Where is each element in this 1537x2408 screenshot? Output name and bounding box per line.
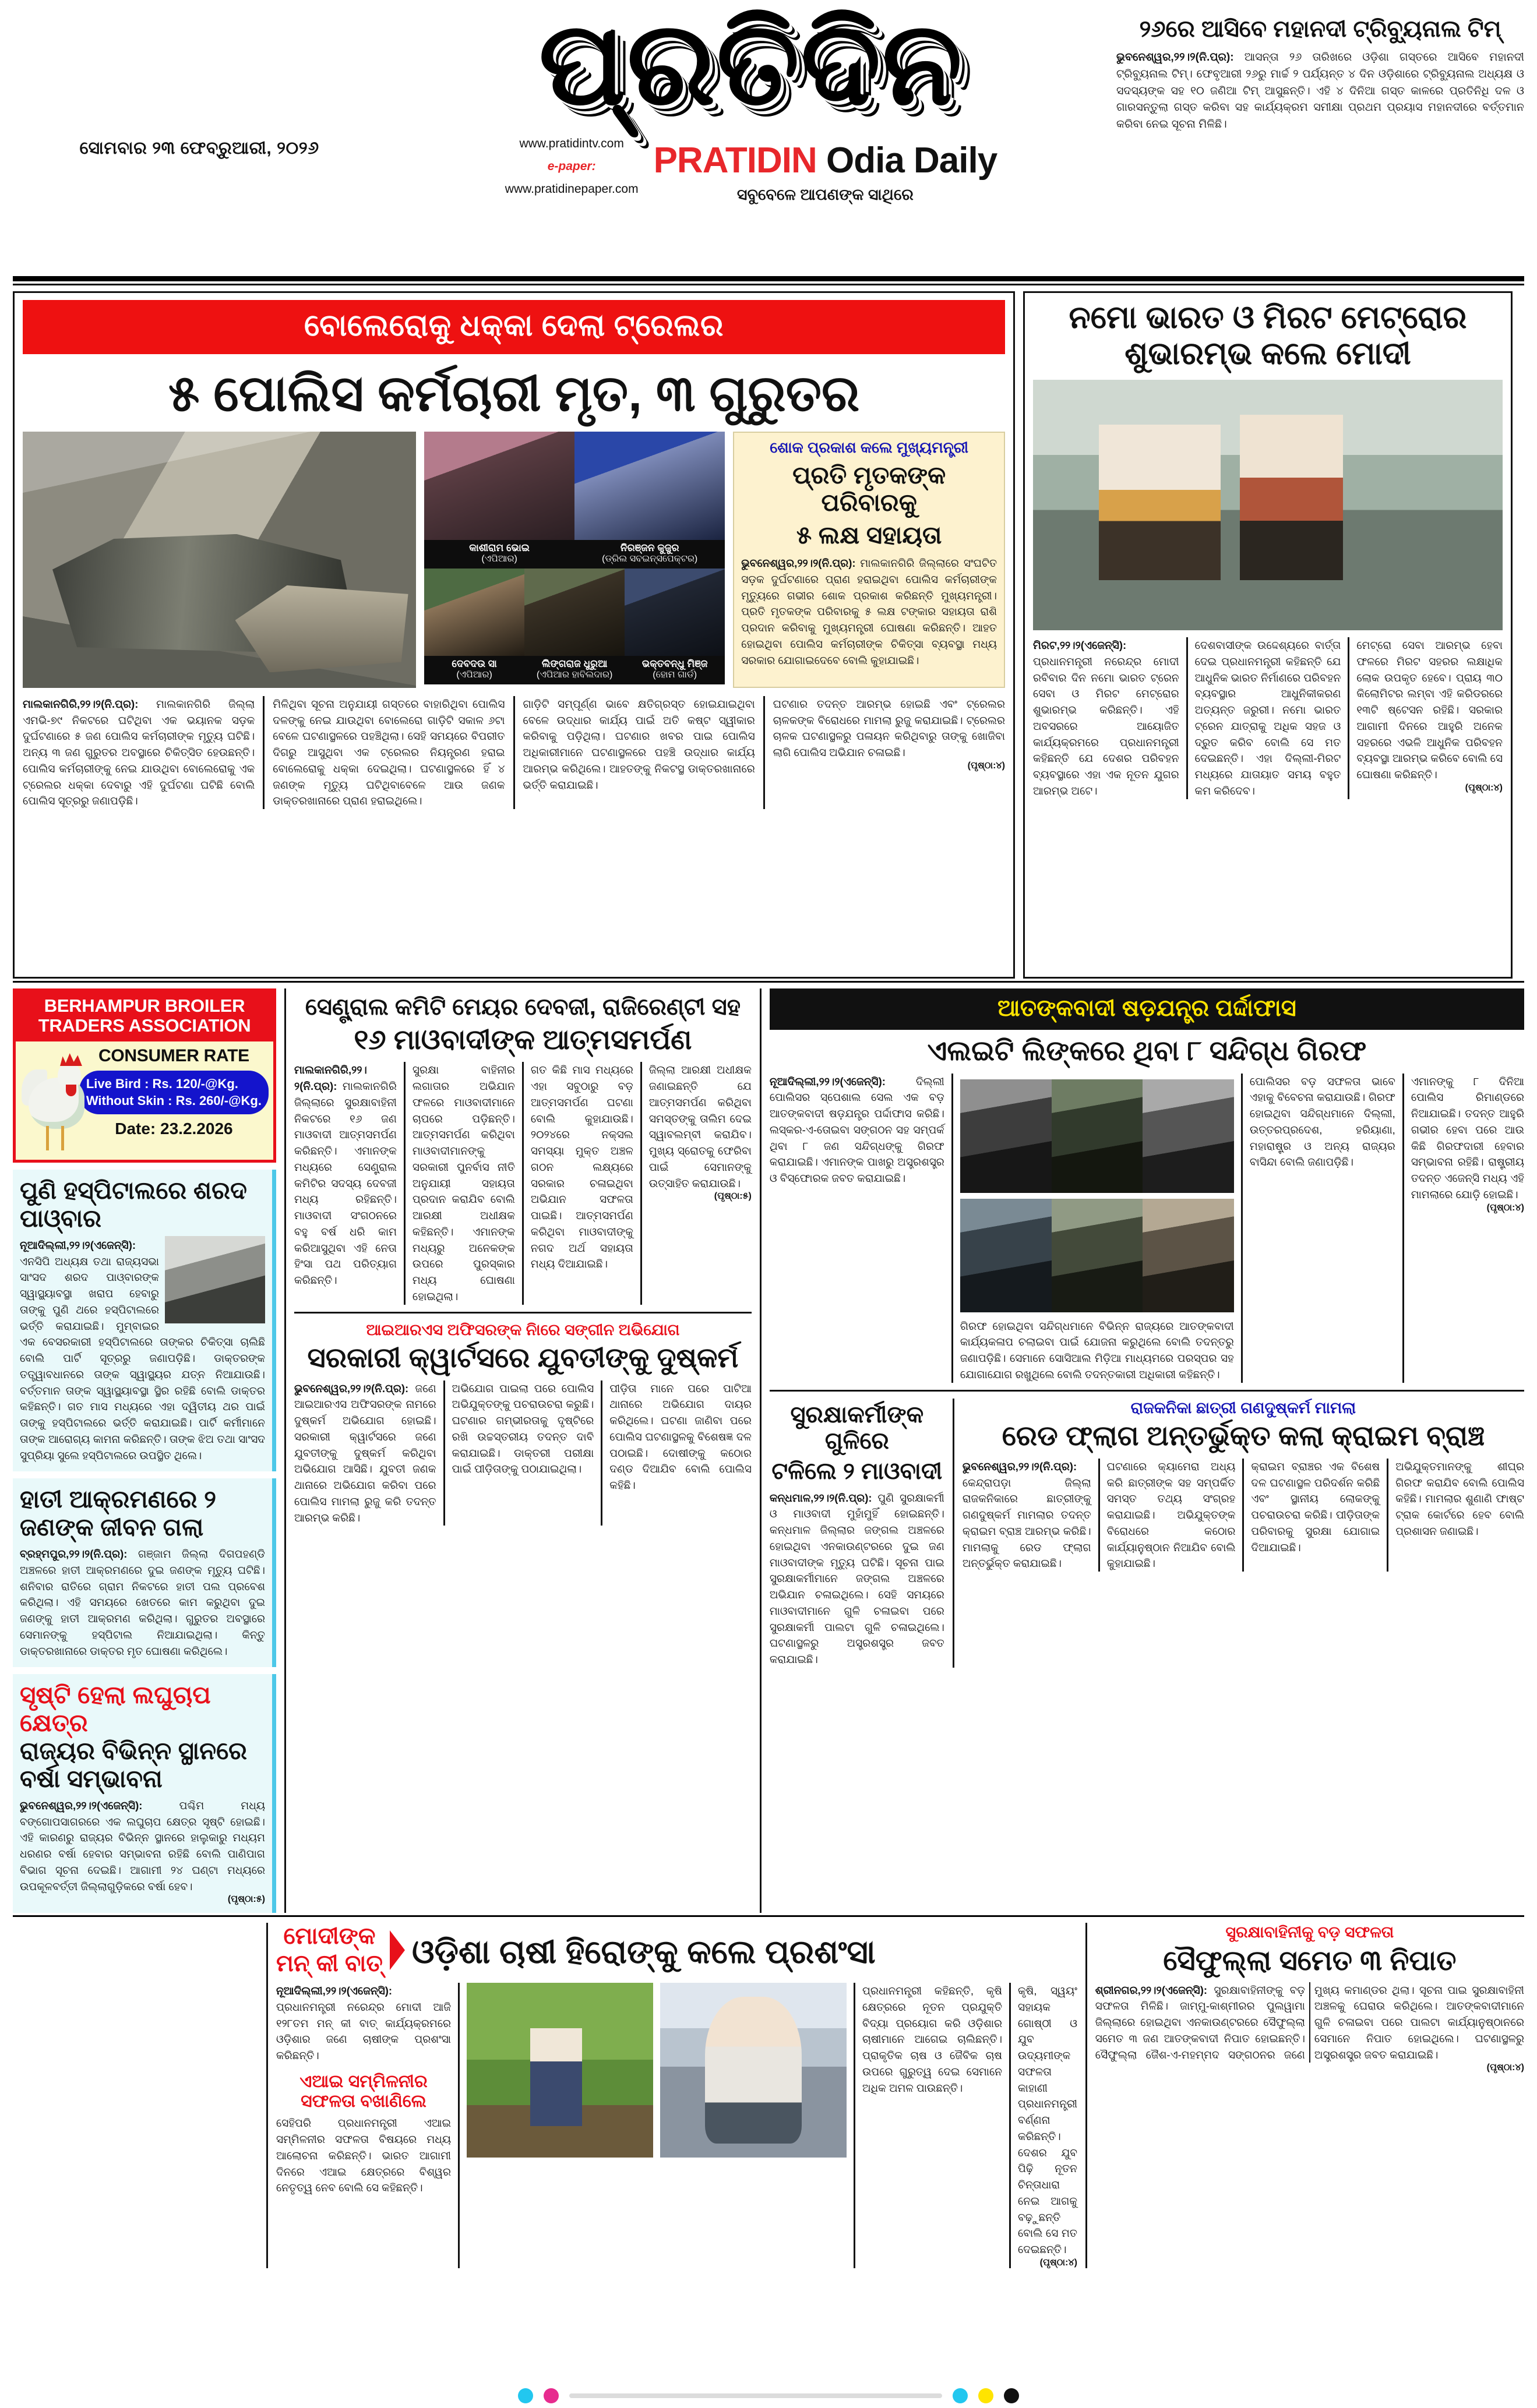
lead-col-4 <box>773 696 1005 809</box>
maoist-col-2-body: ସୁରକ୍ଷା ବାହିନୀର ଲଗାତାର ଅଭିଯାନ ଫଳରେ ମାଓବାଦୀମାନେ ଚାପରେ ପଡ଼ିଛନ୍ତି। ଆତ୍ମସମର୍ପଣ କରିଥିବା ମାଓବାଦୀମାନଙ୍କୁ ସରକାରୀ ପୁନର୍ବାସ ନୀତି ଅନୁଯାୟୀ ସହାୟତା ପ୍ରଦାନ କରାଯିବ ବୋଲି ଆରକ୍ଷୀ ଅଧୀକ୍ଷକ କହିଛନ୍ତି। ଏମାନଙ୍କ ମଧ୍ୟରୁ ଅନେକଙ୍କ ଉପରେ ପୁରସ୍କାର ମଧ୍ୟ ଘୋଷଣା ହୋଇଥିଲା। <box>412 1064 515 1302</box>
saifulla-story <box>1095 1923 1524 2268</box>
terror-col-1 <box>770 1074 944 1383</box>
mid-column <box>294 988 752 1913</box>
rajkanika-dateline: ଭୁବନେଶ୍ୱର,୨୨।୨(ନି.ପ୍ର): <box>962 1460 1077 1473</box>
rooster-icon <box>20 1046 76 1154</box>
column-divider <box>1402 1074 1404 1383</box>
rajkanika-col-4 <box>1395 1459 1524 1572</box>
lead-col-4-body: ଘଟଣାର ତଦନ୍ତ ଆରମ୍ଭ ହୋଇଛି ଏବଂ ଟ୍ରେଲର ଚାଳକଙ୍କ ବିରୋଧରେ ମାମଲା ରୁଜୁ କରାଯାଇଛି। ଟ୍ରେଲର ଚାଳକ ଘଟଣାସ୍ଥଳରୁ ପଳାୟନ କରିଥିବାରୁ ତାଙ୍କୁ ଖୋଜିବା ଲାଗି ପୋଲିସ ଅଭିଯାନ ଚଳାଇଛି। <box>773 697 1005 759</box>
portrait-cell <box>574 432 725 569</box>
maoist-col-4-body: ଜିଲ୍ଲା ଆରକ୍ଷୀ ଅଧୀକ୍ଷକ ଜଣାଇଛନ୍ତି ଯେ ଆତ୍ମସମର୍ପଣ କରିଥିବା ସମସ୍ତଙ୍କୁ ତାଲିମ ଦେଇ ସ୍ୱାବଲମ୍ବୀ କରାଯିବ। ମୁଖ୍ୟ ସ୍ରୋତକୁ ଫେରିବା ପାଇଁ ସେମାନଙ୍କୁ ଉତ୍ସାହିତ କରାଯାଉଛି। <box>648 1064 752 1189</box>
masthead-side-story <box>1116 10 1524 133</box>
irs-col-1-body <box>294 1380 436 1526</box>
terror-col-1-body <box>770 1074 944 1187</box>
modi-headline-row <box>276 1923 1077 1977</box>
portrait-cell <box>424 569 524 684</box>
rajkanika-col-1-text: କେନ୍ଦ୍ରାପଡ଼ା ଜିଲ୍ଲା ରାଜକନିକାରେ ଛାତ୍ରୀଙ୍କୁ ଗଣଦୁଷ୍କର୍ମ ମାମଲାର ତଦନ୍ତ କ୍ରାଇମ ବ୍ରାଞ୍ଚ ଆରମ୍ଭ କରିଛି। ମାମଲାକୁ ରେଡ ଫ୍ଲାଗ ଅନ୍ତର୍ଭୁକ୍ତ କରାଯାଇଛି। <box>962 1476 1091 1570</box>
lead-media-grid <box>23 432 1005 688</box>
lead-headline: ୫ ପୋଲିସ କର୍ମଚାରୀ ମୃତ, ୩ ଗୁରୁତର <box>168 366 860 422</box>
brand-name-red: PRATIDIN <box>653 140 817 181</box>
ad-body <box>16 1041 273 1160</box>
modi-sub-headline: ଏଆଇ ସମ୍ମିଳନୀର ସଫଳତା ବଖାଣିଲେ <box>299 2071 428 2112</box>
maoist-headline-line1: ସେଣ୍ଟ୍ରାଲ କମିଟି ମେୟର ଦେବଜୀ, ରାଜିରେଣ୍ଟୀ ସହ <box>305 994 741 1020</box>
brand-tagline: ସବୁବେଳେ ଆପଣଙ୍କ ସାଥିରେ <box>736 185 914 203</box>
story-divider <box>294 1312 752 1314</box>
cyan-mark-icon <box>953 2388 968 2403</box>
ad-rate-without-skin: Without Skin : Rs. 260/-@Kg. <box>86 1093 262 1108</box>
portrait-name: ନିରଞ୍ଜନ କୁଜୁର <box>620 542 679 553</box>
cm-headline-line2: ୫ ଲକ୍ଷ ସହାୟତା <box>796 521 942 549</box>
suspect-photo <box>1052 1199 1143 1312</box>
portrait-cell <box>625 569 725 684</box>
ad-rate-block <box>79 1046 269 1154</box>
rajkanika-col-1 <box>963 1459 1091 1572</box>
registration-bar <box>569 2393 942 2398</box>
rooster-leg <box>46 1126 49 1150</box>
masthead-rule-thin <box>13 284 1524 285</box>
masthead-left <box>13 10 386 158</box>
suspects-photo-strip <box>960 1079 1234 1193</box>
arrow-right-icon <box>390 1930 405 1970</box>
modi-photo-col <box>467 1983 653 2268</box>
irs-columns <box>294 1380 752 1526</box>
modi-metro-continued[interactable]: (ପୃଷ୍ଠା:୪) <box>1465 782 1503 793</box>
bottom-left-spacer <box>13 1923 258 2268</box>
irs-assault-story <box>294 1320 752 1526</box>
masthead-web-links <box>505 133 639 204</box>
sidebar-story-pawar <box>13 1170 276 1471</box>
maoist-col-1 <box>294 1062 397 1304</box>
website-link[interactable]: www.pratidintv.com <box>519 137 624 150</box>
modi-metro-columns <box>1033 637 1503 799</box>
modi-metro-col-3-body: ମେଟ୍ରୋ ସେବା ଆରମ୍ଭ ହେବା ଫଳରେ ମିରଟ ସହରର ଲକ୍ଷାଧିକ ଲୋକ ଉପକୃତ ହେବେ। ପ୍ରାୟ ୩୦ କିଲୋମିଟର ଲମ୍ବା ଏହି କରିଡରରେ ୧୩ଟି ଷ୍ଟେସନ ରହିଛି। ସରକାର ଆଗାମୀ ଦିନରେ ଆହୁରି ଅନେକ ସହରରେ ଏଭଳି ଆଧୁନିକ ପରିବହନ ବ୍ୟବସ୍ଥା ଆରମ୍ଭ କରିବେ ବୋଲି ସେ ଘୋଷଣା କରିଛନ୍ତି। <box>1356 639 1503 781</box>
rajkanika-col-3 <box>1251 1459 1380 1572</box>
modi-col-1-body <box>276 1983 451 2064</box>
modi-content-row <box>276 1983 1077 2268</box>
irs-col-3-body: ପୀଡ଼ିତା ମାନେ ପରେ ପାଟିଆ ଥାନାରେ ଅଭିଯୋଗ ଦାୟର କରିଥିଲେ। ଘଟଣା ଜାଣିବା ପରେ ପୋଲିସ ଘଟଣାସ୍ଥଳକୁ ବିଶେଷଜ୍ଞ ଦଳ ପଠାଇଛି। ଦୋଷୀଙ୍କୁ କଠୋର ଦଣ୍ଡ ଦିଆଯିବ ବୋଲି ପୋଲିସ କହିଛି। <box>609 1382 752 1492</box>
rajkanika-col-4-body: ଅଭିଯୁକ୍ତମାନଙ୍କୁ ଶୀଘ୍ର ଗିରଫ କରାଯିବ ବୋଲି ପୋଲିସ କହିଛି। ମାମଲାର ଶୁଣାଣି ଫାଷ୍ଟ ଟ୍ରାକ କୋର୍ଟରେ ହେବ ବୋଲି ପ୍ରଶାସନ ଜଣାଇଛି। <box>1395 1460 1525 1537</box>
sidebar-dateline-elephant: ବ୍ରହ୍ମପୁର,୨୨।୨(ନି.ପ୍ର): <box>20 1548 128 1560</box>
lead-col-3 <box>523 696 755 809</box>
portrait-photo <box>524 569 625 656</box>
saifulla-continued[interactable]: (ପୃଷ୍ଠା:୪) <box>1486 2063 1524 2073</box>
ad-rates-pill <box>79 1071 269 1114</box>
suspects-photo-strip-2 <box>960 1199 1234 1312</box>
sidebar-story-elephant <box>13 1478 276 1667</box>
story-divider-vertical <box>953 1399 954 1668</box>
terror-col-2-body: ଗିରଫ ହୋଇଥିବା ସନ୍ଦିଗ୍ଧମାନେ ବିଭିନ୍ନ ରାଜ୍ୟରେ ଆତଙ୍କବାଦୀ କାର୍ଯ୍ୟକଳାପ ଚଲାଇବା ପାଇଁ ଯୋଜନା କରୁଥିଲେ ବୋଲି ତଦନ୍ତରୁ ଜଣାପଡ଼ିଛି। ସେମାନେ ସୋସିଆଲ ମିଡ଼ିଆ ମାଧ୍ୟମରେ ପରସ୍ପର ସହ ଯୋଗାଯୋଗ ରଖୁଥିଲେ ବୋଲି ତଦନ୍ତକାରୀ ଅଧିକାରୀ କହିଛନ୍ତି। <box>960 1319 1234 1380</box>
rooster-leg <box>61 1126 64 1150</box>
ad-consumer-rate-label: CONSUMER RATE <box>98 1046 249 1066</box>
irs-col-1-text: ଜଣେ ଆଇଆରଏସ ଅଫିସରଙ୍କ ନାମରେ ଦୁଷ୍କର୍ମ ଅଭିଯୋଗ ହୋଇଛି। ସରକାରୀ କ୍ୱାର୍ଟସରେ ଜଣେ ଯୁବତୀଙ୍କୁ ଦୁଷ୍କର୍ମ କରିଥିବା ଅଭିଯୋଗ ଆସିଛି। ଯୁବତୀ ଜଣକ ଥାନାରେ ଅଭିଯୋଗ କରିବା ପରେ ପୋଲିସ ମାମଲା ରୁଜୁ କରି ତଦନ୍ତ ଆରମ୍ଭ କରିଛି। <box>294 1382 436 1524</box>
maoist-columns <box>294 1062 752 1304</box>
lead-story <box>13 291 1015 979</box>
black-mark-icon <box>1004 2388 1019 2403</box>
terror-dateline: ନୂଆଦିଲ୍ଲୀ,୨୨।୨(ଏଜେନ୍ସି): <box>769 1075 886 1088</box>
maoist-col-4 <box>649 1062 752 1304</box>
ad-rate-live-bird: Live Bird : Rs. 120/-@Kg. <box>86 1076 238 1092</box>
column-divider <box>1387 1459 1388 1572</box>
saifulla-text: ସୁରକ୍ଷାବାହିନୀଙ୍କୁ ବଡ଼ ସଫଳତା ମିଳିଛି। ଜାମ୍ମୁ-କାଶ୍ମୀରର ପୁଲୱାମା ଜିଲ୍ଲାରେ ହୋଇଥିବା ଏନକାଉଣ୍ଟରରେ ସୈଫୁଲ୍ଲା ସମେତ ୩ ଜଣ ଆତଙ୍କବାଦୀ ନିପାତ ହୋଇଛନ୍ତି। ସୈଫୁଲ୍ଲା ଜୈଶ-ଏ-ମହମ୍ମଦ ସଙ୍ଗଠନର ଜଣେ ମୁଖ୍ୟ କମାଣ୍ଡର ଥିଲା। ସୂଚନା ପାଇ ସୁରକ୍ଷାବାହିନୀ ଅଞ୍ଚଳକୁ ଘେରାଉ କରିଥିଲେ। ଆତଙ୍କବାଦୀମାନେ ଗୁଳି ଚଳାଇବା ପରେ ପାଲଟା କାର୍ଯ୍ୟାନୁଷ୍ଠାନରେ ସେମାନେ ନିପାତ ହୋଇଥିଲେ। ଘଟଣାସ୍ଥଳରୁ ଅସ୍ତ୍ରଶସ୍ତ୍ର ଜବତ କରାଯାଇଛି। <box>1095 1983 1524 2061</box>
rajkanika-columns <box>963 1459 1524 1572</box>
irs-dateline: ଭୁବନେଶ୍ୱର,୨୨।୨(ନି.ପ୍ର): <box>294 1382 409 1394</box>
modi-mann-ki-baat-story <box>276 1923 1077 2268</box>
portrait-name: ଦେବଦଉ ସା <box>452 658 497 669</box>
rajkanika-col-2-body: ଘଟଣାରେ କ୍ୟାମେରା ଅଧ୍ୟ କରି ଛାତ୍ରୀଙ୍କ ସହ ସମ୍ପର୍କିତ ସମସ୍ତ ତଥ୍ୟ ସଂଗ୍ରହ କରାଯାଇଛି। ଅଭିଯୁକ୍ତଙ୍କ ବିରୋଧରେ କଠୋର କାର୍ଯ୍ୟାନୁଷ୍ଠାନ ନିଆଯିବ ବୋଲି କୁହାଯାଇଛି। <box>1106 1460 1236 1570</box>
pawar-portrait <box>165 1236 265 1323</box>
right-lower-row <box>770 1399 1524 1668</box>
terror-col-1-text: ଦିଲ୍ଲୀ ପୋଲିସର ସ୍ପେଶାଲ ସେଲ ଏକ ବଡ଼ ଆତଙ୍କବାଦୀ ଷଡ଼ଯନ୍ତ୍ର ପର୍ଦ୍ଦାଫାସ କରିଛି। ଲସ୍କର-ଏ-ତୋଇବା ସଙ୍ଗଠନ ସହ ସମ୍ପର୍କ ଥିବା ୮ ଜଣ ସନ୍ଦିଗ୍ଧଙ୍କୁ ଗିରଫ କରାଯାଇଛି। ଏମାନଙ୍କ ପାଖରୁ ଅସ୍ତ୍ରଶସ୍ତ୍ର ଓ ବିସ୍ଫୋରକ ଜବତ କରାଯାଇଛି। <box>769 1075 944 1185</box>
victim-portraits <box>424 432 725 688</box>
modi-metro-col-1-body <box>1033 637 1179 799</box>
saifulla-body <box>1095 1982 1524 2063</box>
irs-col-3 <box>609 1380 752 1526</box>
column-divider <box>854 1983 855 2268</box>
modi-col-1 <box>276 1983 451 2268</box>
portrait-photo <box>424 569 524 656</box>
zone-divider <box>1085 1923 1087 2268</box>
maoist-killed-body <box>770 1490 944 1668</box>
maoist-col-3-body: ଗତ କିଛି ମାସ ମଧ୍ୟରେ ଏହା ସବୁଠାରୁ ବଡ଼ ଆତ୍ମସମର୍ପଣ ଘଟଣା ବୋଲି କୁହାଯାଉଛି। ୨୦୨୪ରେ ନକ୍ସଲ ସମସ୍ୟା ମୁକ୍ତ ଅଞ୍ଚଳ ଗଠନ ଲକ୍ଷ୍ୟରେ ସରକାର ଚଳାଇଥିବା ଅଭିଯାନ ସଫଳତା ପାଇଛି। ଆତ୍ମସମର୍ପଣ କରିଥିବା ମାଓବାଦୀଙ୍କୁ ନଗଦ ଅର୍ଥ ସହାୟତା ମଧ୍ୟ ଦିଆଯାଇଛି। <box>530 1064 633 1270</box>
modi-headline: ଓଡ଼ିଶା ଚାଷୀ ହିରୋଙ୍କୁ କଲେ ପ୍ରଶଂସା <box>411 1933 876 1970</box>
portrait-name: ଲିଙ୍ଗରାଜ ଧୁରୁଆ <box>541 658 608 669</box>
sidebar-story-weather <box>13 1674 276 1913</box>
portrait-row-bottom <box>424 569 725 684</box>
rajkanika-col-1-body <box>963 1459 1091 1572</box>
wreck-photo-wrap <box>23 432 416 688</box>
column-divider <box>601 1380 602 1526</box>
sidebar-headline-weather: ରାଜ୍ୟର ବିଭିନ୍ନ ସ୍ଥାନରେ ବର୍ଷା ସମ୍ଭାବନା <box>20 1737 247 1793</box>
sidebar-dateline-weather: ଭୁବନେଶ୍ୱର,୨୨।୨(ଏଜେନ୍ସି): <box>20 1799 143 1812</box>
publication-date: ସୋମବାର ୨୩ ଫେବ୍ରୁଆରୀ, ୨୦୨୬ <box>79 139 319 158</box>
maoist-continued[interactable]: (ପୃଷ୍ଠା:୫) <box>714 1191 752 1202</box>
masthead <box>13 0 1524 274</box>
terror-media-col <box>960 1074 1234 1383</box>
modi-col-3-body: କୃଷି, ସ୍ୱୟଂ ସହାୟକ ଗୋଷ୍ଠୀ ଓ ଯୁବ ଉଦ୍ୟମୀଙ୍କ ସଫଳତା କାହାଣୀ ପ୍ରଧାନମନ୍ତ୍ରୀ ବର୍ଣ୍ଣନା କରିଛନ୍ତି। ଦେଶର ଯୁବ ପିଢ଼ି ନୂତନ ଚିନ୍ତାଧାରା ନେଇ ଆଗକୁ ବଢ଼ୁଛନ୍ତି ବୋଲି ସେ ମତ ଦେଇଛନ୍ତି। <box>1018 1985 1078 2256</box>
maoist-killed-story <box>770 1399 944 1668</box>
portrait-photo <box>424 432 574 540</box>
broiler-ad[interactable] <box>13 988 276 1163</box>
column-divider <box>1098 1459 1100 1572</box>
suspect-photo <box>960 1199 1052 1312</box>
maoist-col-1-body <box>294 1062 397 1288</box>
rajkanika-kicker: ରାଜକନିକା ଛାତ୍ରୀ ଗଣଦୁଷ୍କର୍ମ ମାମଲା <box>1130 1399 1356 1417</box>
modi-metro-col-3 <box>1356 637 1503 799</box>
column-divider <box>951 1074 953 1383</box>
column-divider <box>1186 637 1188 799</box>
cm-body <box>741 555 997 668</box>
irs-col-1 <box>294 1380 436 1526</box>
ad-title-line1: BERHAMPUR BROILER <box>44 995 245 1016</box>
portrait-name: କାଶୀରାମ ଭୋଇ <box>469 542 530 553</box>
terror-col-3 <box>1250 1074 1395 1383</box>
lead-red-banner: ବୋଲେରୋକୁ ଧକ୍କା ଦେଲା ଟ୍ରେଲର <box>23 300 1005 354</box>
lead-col-3-body: ଗାଡ଼ିଟି ସମ୍ପୂର୍ଣ୍ଣ ଭାବେ କ୍ଷତିଗ୍ରସ୍ତ ହୋଇଯାଇଥିବା ବେଳେ ଉଦ୍ଧାର କାର୍ଯ୍ୟ ପାଇଁ ଅତି କଷ୍ଟ ସ୍ୱୀକାର କରିବାକୁ ପଡ଼ିଥିଲା। ଘଟଣାର ଖବର ପାଇ ପୋଲିସ ଅଧିକାରୀମାନେ ଘଟଣାସ୍ଥଳରେ ପହଞ୍ଚି ଉଦ୍ଧାର କାର୍ଯ୍ୟ ଆରମ୍ଭ କରିଥିଲେ। ଆହତଙ୍କୁ ନିକଟସ୍ଥ ଡାକ୍ତରଖାନାରେ ଭର୍ତ୍ତି କରାଯାଇଛି। <box>523 697 755 791</box>
column-divider <box>263 696 265 809</box>
portrait-role: (ଏପିଆର) <box>481 553 517 564</box>
terror-col-4-body: ଏମାନଙ୍କୁ ୮ ଦିନିଆ ପୋଲିସ ରିମାଣ୍ଡରେ ନିଆଯାଇଛି। ତଦନ୍ତ ଆହୁରି ଗଭୀର ହେବା ପରେ ଆଉ କିଛି ଗିରଫଦାରୀ ହେବାର ସମ୍ଭାବନା ରହିଛି। ରାଷ୍ଟ୍ରୀୟ ତଦନ୍ତ ଏଜେନ୍ସି ମଧ୍ୟ ଏହି ମାମଲାରେ ଯୋଡ଼ି ହୋଇଛି। <box>1411 1075 1524 1201</box>
maoist-killed-headline-2: ଟଳିଲେ ୨ ମାଓବାଦୀ <box>771 1458 943 1484</box>
modi-col-3 <box>1018 1983 1077 2268</box>
section-rule <box>13 981 1524 983</box>
side-story-headline: ୨୬ରେ ଆସିବେ ମହାନଦୀ ଟ୍ରିବ୍ୟୁନାଲ ଟିମ୍ <box>1139 16 1501 42</box>
modi-tag <box>276 1923 383 1977</box>
lead-col-1 <box>23 696 255 809</box>
suspect-photo <box>1143 1199 1234 1312</box>
top-zone <box>13 291 1524 979</box>
maoist-killed-headline-1: ସୁରକ୍ଷାକର୍ମୀଙ୍କ ଗୁଳିରେ <box>790 1401 924 1454</box>
terror-col-3-body: ପୋଲିସର ବଡ଼ ସଫଳତା ଭାବେ ଏହାକୁ ବିବେଚନା କରାଯାଉଛି। ଗିରଫ ହୋଇଥିବା ସନ୍ଦିଗ୍ଧମାନେ ଦିଲ୍ଲୀ, ଉତ୍ତରପ୍ରଦେଶ, ହରିୟାଣା, ମହାରାଷ୍ଟ୍ର ଓ ଅନ୍ୟ ରାଜ୍ୟର ବାସିନ୍ଦା ବୋଲି ଜଣାପଡ଼ିଛି। <box>1249 1075 1395 1168</box>
terror-col-4 <box>1411 1074 1524 1383</box>
maoist-killed-text: ପୁଣି ସୁରକ୍ଷାକର୍ମୀ ଓ ମାଓବାଦୀ ମୁହାଁମୁହିଁ ହୋଇଛନ୍ତି। କନ୍ଧମାଳ ଜିଲ୍ଲାର ଜଙ୍ଗଲ ଅଞ୍ଚଳରେ ହୋଇଥିବା ଏନକାଉଣ୍ଟରରେ ଦୁଇ ଜଣ ମାଓବାଦୀଙ୍କ ମୃତ୍ୟୁ ଘଟିଛି। ସୂଚନା ପାଇ ସୁରକ୍ଷାକର୍ମୀମାନେ ଜଙ୍ଗଲ ଅଞ୍ଚଳରେ ଅଭିଯାନ ଚଳାଇଥିଲେ। ସେହି ସମୟରେ ମାଓବାଦୀମାନେ ଗୁଳି ଚଳାଇବା ପରେ ସୁରକ୍ଷାକର୍ମୀ ପାଲଟା ଗୁଳି ଚଳାଇଥିଲେ। ଘଟଣାସ୍ଥଳରୁ ଅସ୍ତ୍ରଶସ୍ତ୍ର ଜବତ କରାଯାଇଛି। <box>769 1491 944 1665</box>
modi-metro-story <box>1023 291 1513 979</box>
column-divider <box>1009 1983 1011 2268</box>
maoist-col-2 <box>413 1062 515 1304</box>
column-divider <box>1242 1459 1244 1572</box>
portrait-name: ଭକ୍ତବନ୍ଧୁ ମିଞ୍ଜ <box>641 658 708 669</box>
sidebar-text-weather: ପଶ୍ଚିମ ମଧ୍ୟ ବଙ୍ଗୋପସାଗରରେ ଏକ ଲଘୁଚାପ କ୍ଷେତ୍ର ସୃଷ୍ଟି ହୋଇଛି। ଏହି କାରଣରୁ ରାଜ୍ୟର ବିଭିନ୍ନ ସ୍ଥାନରେ ହାଲୁକାରୁ ମଧ୍ୟମ ଧରଣର ବର୍ଷା ହେବାର ସମ୍ଭାବନା ରହିଛି ବୋଲି ପାଣିପାଗ ବିଭାଗ ସୂଚନା ଦେଇଛି। ଆଗାମୀ ୨୪ ଘଣ୍ଟା ମଧ୍ୟରେ ଉପକୂଳବର୍ତ୍ତୀ ଜିଲ୍ଲାଗୁଡ଼ିକରେ ବର୍ଷା ହେବ। <box>20 1799 265 1892</box>
epaper-label: e-paper: <box>547 159 596 173</box>
maoist-surrender-story <box>294 994 752 1305</box>
column-divider <box>443 1380 445 1526</box>
bottom-section-rule <box>13 1915 1524 1917</box>
ad-title-line2: TRADERS ASSOCIATION <box>38 1015 251 1036</box>
story-divider <box>770 1390 1524 1392</box>
column-divider <box>522 1062 524 1304</box>
sidebar-body-elephant <box>20 1546 265 1659</box>
irs-headline: ସରକାରୀ କ୍ୱାର୍ଟସରେ ଯୁବତୀଙ୍କୁ ଦୁଷ୍କର୍ମ <box>307 1342 739 1374</box>
modi-metro-headline: ନମୋ ଭାରତ ଓ ମିରଟ ମେଟ୍ରୋର ଶୁଭାରମ୍ଭ କଲେ ମୋଦୀ <box>1069 300 1467 371</box>
modi-metro-col-1-text: ପ୍ରଧାନମନ୍ତ୍ରୀ ନରେନ୍ଦ୍ର ମୋଦୀ ରବିବାର ଦିନ ନମୋ ଭାରତ ଟ୍ରେନ ସେବା ଓ ମିରଟ ମେଟ୍ରୋର ଶୁଭାରମ୍ଭ କରିଛନ୍ତି। ଏହି ଅବସରରେ ଆୟୋଜିତ କାର୍ଯ୍ୟକ୍ରମରେ ପ୍ରଧାନମନ୍ତ୍ରୀ କହିଛନ୍ତି ଯେ ଦେଶର ପରିବହନ ବ୍ୟବସ୍ଥାରେ ଏହା ଏକ ନୂତନ ଯୁଗର ଆରମ୍ଭ ଅଟେ। <box>1033 655 1179 797</box>
lead-text-columns <box>23 696 1005 809</box>
masthead-subrow <box>386 133 1116 204</box>
masthead-rule-thick <box>13 276 1524 281</box>
magenta-mark-icon <box>544 2388 559 2403</box>
terror-banner: ଆତଙ୍କବାଦୀ ଷଡ଼ଯନ୍ତ୍ର ପର୍ଦ୍ଦାଫାସ <box>770 988 1524 1030</box>
masthead-brand <box>654 140 997 204</box>
terror-content-row <box>770 1074 1524 1383</box>
portrait-role: (ଏପିଆର ହାବିଲଦାର) <box>536 669 613 680</box>
rajkanika-col-2 <box>1107 1459 1236 1572</box>
modi-metro-photo <box>1033 380 1503 630</box>
column-divider <box>640 1062 642 1304</box>
sidebar-headline-elephant: ହାତୀ ଆକ୍ରମଣରେ ୨ ଜଣଙ୍କ ଜୀବନ ଗଲା <box>20 1485 216 1541</box>
modi-sub-body: ସେହିପରି ପ୍ରଧାନମନ୍ତ୍ରୀ ଏଆଇ ସମ୍ମିଳନୀର ସଫଳତା ବିଷୟରେ ମଧ୍ୟ ଆଲୋଚନା କରିଛନ୍ତି। ଭାରତ ଆଗାମୀ ଦିନରେ ଏଆଇ କ୍ଷେତ୍ରରେ ବିଶ୍ୱର ନେତୃତ୍ୱ ନେବ ବୋଲି ସେ କହିଛନ୍ତି। <box>276 2117 452 2194</box>
rajkanika-col-3-body: କ୍ରାଇମ ବ୍ରାଞ୍ଚର ଏକ ବିଶେଷ ଦଳ ଘଟଣାସ୍ଥଳ ପରିଦର୍ଶନ କରିଛି ଏବଂ ସ୍ଥାନୀୟ ଲୋକଙ୍କୁ ପଚରାଉଚରା କରିଛି। ପୀଡ଼ିତାଙ୍କ ପରିବାରକୁ ସୁରକ୍ଷା ଯୋଗାଇ ଦିଆଯାଇଛି। <box>1251 1460 1380 1553</box>
column-divider <box>513 696 515 809</box>
maoist-dateline: ମାଲକାନଗିରି,୨୨।୨(ନି.ପ୍ର): <box>294 1064 367 1093</box>
sidebar-headline-weather-red: ସୃଷ୍ଟି ହେଲା ଲଘୁଚାପ କ୍ଷେତ୍ର <box>20 1681 211 1737</box>
portrait-row-top <box>424 432 725 569</box>
irs-kicker: ଆଇଆରଏସ ଅଫିସରଙ୍କ ନାିରେ ସଙ୍ଗୀନ ଅଭିଯୋଗ <box>366 1320 680 1339</box>
ad-date: Date: 23.2.2026 <box>115 1120 233 1138</box>
maoist-headline-line2: ୧୬ ମାଓବାଦୀଙ୍କ ଆତ୍ମସମର୍ପଣ <box>354 1024 692 1055</box>
lead-dateline: ମାଲକାନଗିରି,୨୨।୨(ନି.ପ୍ର): <box>23 697 139 710</box>
terror-headline: ଏଲଇଟି ଲିଙ୍କରେ ଥିବା ୮ ସନ୍ଦିଗ୍ଧ ଗିରଫ <box>927 1036 1367 1067</box>
wreck-photo <box>23 432 416 688</box>
farmer-photo <box>467 1983 653 2158</box>
brand-name-black: Odia Daily <box>816 140 997 181</box>
saifulla-headline: ସୈଫୁଲ୍ଲା ସମେତ ୩ ନିପାତ <box>1163 1945 1457 1976</box>
maoist-killed-dateline: କନ୍ଧମାଳ,୨୨।୨(ନି.ପ୍ର): <box>769 1491 872 1504</box>
column-divider <box>1241 1074 1243 1383</box>
modi-metro-col-2 <box>1195 637 1341 799</box>
portrait-cell <box>524 569 625 684</box>
side-story-text: ଆସନ୍ତା ୨୬ ତାରିଖରେ ଓଡ଼ିଶା ଗସ୍ତରେ ଆସିବେ ମହାନଦୀ ଟ୍ରିବ୍ୟୁନାଲ ଟିମ୍। ଫେବୃଆରୀ ୨୬ରୁ ମାର୍ଚ୍ଚ ୨ ପର୍ଯ୍ୟନ୍ତ ୪ ଦିନ ଓଡ଼ିଶାରେ ଟ୍ରିବ୍ୟୁନାଲ ଅଧ୍ୟକ୍ଷ ଓ ସଦସ୍ୟଙ୍କ ସହ ୧୦ ଜଣିଆ ଟିମ୍ ଆସୁଛନ୍ତି। ଏହି ୪ ଦିନିଆ ଗସ୍ତ କାଳରେ ପ୍ରତିନିଧି ଦଳ ଓ ଗାରସନ୍ତୁଲା ଗସ୍ତ କରିବା ସହ କାର୍ଯ୍ୟକ୍ରମ ସମୀକ୍ଷା ପ୍ରଥମ ପ୍ରୟାସ ମହାନଦୀରେ ବର୍ତ୍ତମାନ କରିବା ନେଇ ସୂଚନା ମିଳିଛି। <box>1116 51 1525 131</box>
irs-col-2-body: ଅଭିଯୋଗ ପାଇଲା ପରେ ପୋଲିସ ଅଭିଯୁକ୍ତଙ୍କୁ ପଚରାଉଚରା କରୁଛି। ଘଟଣାର ଗମ୍ଭୀରତାକୁ ଦୃଷ୍ଟିରେ ରଖି ଉଚ୍ଚସ୍ତରୀୟ ତଦନ୍ତ ଦାବି କରାଯାଇଛି। ଡାକ୍ତରୀ ପରୀକ୍ଷା ପାଇଁ ପୀଡ଼ିତାଙ୍କୁ ପଠାଯାଇଥିଲା। <box>452 1382 594 1475</box>
yellow-mark-icon <box>978 2388 993 2403</box>
footer-registration-marks <box>0 2388 1537 2403</box>
cm-dateline: ଭୁବନେଶ୍ୱର,୨୨।୨(ନି.ପ୍ର): <box>741 557 856 570</box>
portrait-photo <box>574 432 725 540</box>
zone-divider <box>266 1923 268 2268</box>
sidebar-text-pawar: ଏନସିପି ଅଧ୍ୟକ୍ଷ ତଥା ରାଜ୍ୟସଭା ସାଂସଦ ଶରଦ ପାଓ୍ବାରଙ୍କ ସ୍ୱାସ୍ଥ୍ୟାବସ୍ଥା ଖରାପ ହେବାରୁ ତାଙ୍କୁ ପୁଣି ଥରେ ହସ୍ପିଟାଲରେ ଭର୍ତ୍ତି କରାଯାଇଛି। ମୁମ୍ବାଇର ଏକ ବେସରକାରୀ ହସ୍ପିଟାଲରେ ତାଙ୍କର ଚିକିତ୍ସା ଚାଲିଛି ବୋଲି ପାର୍ଟି ସୂତ୍ରରୁ ଜଣାପଡ଼ିଛି। ଡାକ୍ତରଙ୍କ ତତ୍ତ୍ୱାବଧାନରେ ତାଙ୍କ ସ୍ୱାସ୍ଥ୍ୟର ଯତ୍ନ ନିଆଯାଉଛି। ବର୍ତ୍ତମାନ ତାଙ୍କ ସ୍ୱାସ୍ଥ୍ୟାବସ୍ଥା ସ୍ଥିର ରହିଛି ବୋଲି ଡାକ୍ତର କହିଛନ୍ତି। ଗତ ମାସ ମଧ୍ୟରେ ଏହା ଦ୍ୱିତୀୟ ଥର ପାଇଁ ତାଙ୍କୁ ହସ୍ପିଟାଲରେ ଭର୍ତ୍ତି କରାଯାଇଛି। ପାର୍ଟି କର୍ମୀମାନେ ତାଙ୍କ ଆରୋଗ୍ୟ କାମନା କରିଛନ୍ତି। ତାଙ୍କ ଝିଅ ତଥା ସାଂସଦ ସୁପ୍ରିୟା ସୁଲେ ହସ୍ପିଟାଲରେ ଉପସ୍ଥିତ ଥିଲେ। <box>20 1255 265 1461</box>
irs-col-2 <box>452 1380 594 1526</box>
lead-col-2-body: ମିଳିଥିବା ସୂଚନା ଅନୁଯାୟୀ ଗସ୍ତରେ ବାହାରିଥିବା ପୋଲିସ ଦଳଙ୍କୁ ନେଇ ଯାଉଥିବା ବୋଲେରୋ ଗାଡ଼ିଟି ସକାଳ ୬ଟା ବେଳେ ଘଟଣାସ୍ଥଳରେ ପହଞ୍ଚିଥିଲା। ସେହି ସମୟରେ ବିପରୀତ ଦିଗରୁ ଆସୁଥିବା ଏକ ଟ୍ରେଲର ନିୟନ୍ତ୍ରଣ ହରାଇ ବୋଲେରୋକୁ ଧକ୍କା ଦେଇଥିଲା। ଘଟଣାସ୍ଥଳରେ ହିଁ ୪ ଜଣଙ୍କ ମୃତ୍ୟୁ ଘଟିଥିବାବେଳେ ଆଉ ଜଣକ ଡାକ୍ତରଖାନାରେ ପ୍ରାଣ ହରାଇଥିଲେ। <box>273 697 505 807</box>
modi-portrait-col <box>660 1983 847 2268</box>
suspect-photo <box>1052 1079 1143 1193</box>
terror-continued[interactable]: (ପୃଷ୍ଠା:୪) <box>1486 1202 1524 1213</box>
modi-col-1-text: ପ୍ରଧାନମନ୍ତ୍ରୀ ନରେନ୍ଦ୍ର ମୋଦୀ ଆଜି ୧୨୮ତମ ମନ୍ କୀ ବାତ୍ କାର୍ଯ୍ୟକ୍ରମରେ ଓଡ଼ିଶାର ଜଣେ ଚାଷୀଙ୍କ ପ୍ରଶଂସା କରିଛନ୍ତି। <box>276 2000 452 2062</box>
maoist-col-1-text: ମାଲକାନଗିରି ଜିଲ୍ଲାରେ ସୁରକ୍ଷାବାହିନୀ ନିକଟରେ ୧୬ ଜଣ ମାଓବାଦୀ ଆତ୍ମସମର୍ପଣ କରିଛନ୍ତି। ଏମାନଙ୍କ ମଧ୍ୟରେ ସେଣ୍ଟ୍ରାଲ କମିଟିର ସଦସ୍ୟ ଦେବଜୀ ମଧ୍ୟ ରହିଛନ୍ତି। ମାଓବାଦୀ ସଂଗଠନରେ ବହୁ ବର୍ଷ ଧରି କାମ କରିଆସୁଥିବା ଏହି ନେତା ହିଂସା ପଥ ପରିତ୍ୟାଗ କରିଛନ୍ତି। <box>294 1080 397 1287</box>
zone-divider <box>284 988 286 1913</box>
cm-kicker: ଶୋକ ପ୍ରକାଶ କଲେ ମୁଖ୍ୟମନ୍ତ୍ରୀ <box>770 438 968 456</box>
portrait-role: (ଏପିଆର) <box>456 669 492 680</box>
modi-tag-line2: ମନ୍ କୀ ବାତ୍ <box>276 1950 383 1976</box>
modi-dateline: ନୂଆଦିଲ୍ଲୀ,୨୨।୨(ଏଜେନ୍ସି): <box>276 1985 393 1997</box>
brand-name <box>654 140 997 181</box>
modi-metro-dateline: ମିରଟ,୨୨।୨(ଏଜେନ୍ସି): <box>1033 639 1127 652</box>
modi-continued[interactable]: (ପୃଷ୍ଠା:୪) <box>1039 2257 1077 2268</box>
sidebar-body-weather <box>20 1798 265 1895</box>
middle-zone <box>13 988 1524 1913</box>
column-divider <box>1348 637 1349 799</box>
sidebar-weather-continued[interactable]: (ପୃଷ୍ଠା:୫) <box>227 1894 265 1905</box>
lead-col-1-body <box>23 696 255 809</box>
sidebar-dateline-pawar: ନୂଆଦିଲ୍ଲୀ,୨୨।୨(ଏଜେନ୍ସି): <box>20 1238 136 1251</box>
modi-col-2 <box>862 1983 1002 2268</box>
rajkanika-headline: ରେଡ ଫ୍ଲାଗ ଅନ୍ତର୍ଭୁକ୍ତ କଲା କ୍ରାଇମ ବ୍ରାଞ୍ଚ <box>1002 1421 1485 1452</box>
side-story-dateline: ଭୁବନେଶ୍ୱର,୨୨।୨(ନି.ପ୍ର): <box>1116 51 1234 63</box>
zone-divider <box>760 988 762 1913</box>
suspect-photo <box>960 1079 1052 1193</box>
cm-condolence-box <box>733 432 1005 688</box>
sidebar-text-elephant: ଗଞ୍ଜାମ ଜିଲ୍ଲା ଦିଗପହଣ୍ଡି ଅଞ୍ଚଳରେ ହାତୀ ଆକ୍ରମଣରେ ଦୁଇ ଜଣଙ୍କ ମୃତ୍ୟୁ ଘଟିଛି। ଶନିବାର ରାତିରେ ଗ୍ରାମ ନିକଟରେ ହାତୀ ପଲ ପ୍ରବେଶ କରିଥିଲା। ଏହି ସମୟରେ ଖେତରେ କାମ କରୁଥିବା ଦୁଇ ଜଣଙ୍କୁ ହାତୀ ଆକ୍ରମଣ କରିଥିଲା। ଗୁରୁତର ଅବସ୍ଥାରେ ସେମାନଙ୍କୁ ହସ୍ପିଟାଲ ନିଆଯାଇଥିଲା। କିନ୍ତୁ ଡାକ୍ତରଖାନାରେ ଡାକ୍ତର ମୃତ ଘୋଷଣା କରିଥିଲେ। <box>20 1548 266 1657</box>
masthead-center <box>386 0 1116 204</box>
right-zone <box>770 988 1524 1913</box>
column-divider <box>404 1062 406 1304</box>
portrait-cell <box>424 432 574 569</box>
bottom-zone <box>13 1923 1524 2268</box>
modi-col-2-body: ପ୍ରଧାନମନ୍ତ୍ରୀ କହିଛନ୍ତି, କୃଷି କ୍ଷେତ୍ରରେ ନୂତନ ପ୍ରଯୁକ୍ତି ବିଦ୍ୟା ପ୍ରୟୋଗ କରି ଓଡ଼ିଶାର ଚାଷୀମାନେ ଆଗେଇ ଚାଲିଛନ୍ତି। ପ୍ରାକୃତିକ ଚାଷ ଓ ଜୈବିକ ଚାଷ ଉପରେ ଗୁରୁତ୍ୱ ଦେଇ ସେମାନେ ଅଧିକ ଅମଳ ପାଉଛନ୍ତି। <box>862 1985 1003 2094</box>
maoist-col-3 <box>531 1062 633 1304</box>
ad-title <box>16 991 273 1041</box>
lead-col-1-text: ମାଲକାନଗିରି ଜିଲ୍ଲା ଏମଭି-୭୯ ନିକଟରେ ଘଟିଥିବା ଏକ ଭୟାନକ ସଡ଼କ ଦୁର୍ଘଟଣାରେ ୫ ଜଣ ପୋଲିସ କର୍ମଚାରୀଙ୍କ ମୃତ୍ୟୁ ଘଟିଛି। ଅନ୍ୟ ୩ ଜଣ ଗୁରୁତର ଅବସ୍ଥାରେ ଚିକିତ୍ସିତ ହେଉଛନ୍ତି। ପୋଲିସ କର୍ମଚାରୀଙ୍କୁ ନେଇ ଯାଉଥିବା ବୋଲେରୋକୁ ଏକ ଟ୍ରେଲର ଧକ୍କା ଦେବାରୁ ଏହି ଦୁର୍ଘଟଣା ଘଟିଛି ବୋଲି ପୋଲିସ ସୂତ୍ରରୁ ଜଣାପଡ଼ିଛି। <box>23 697 255 807</box>
side-story-body <box>1116 50 1524 133</box>
cm-text: ମାଲକାନଗିରି ଜିଲ୍ଲାରେ ସଂଘଟିତ ସଡ଼କ ଦୁର୍ଘଟଣାରେ ପ୍ରାଣ ହରାଇଥିବା ପୋଲିସ କର୍ମଚାରୀଙ୍କ ମୃତ୍ୟୁରେ ଗଭୀର ଶୋକ ପ୍ରକାଶ କରିଛନ୍ତି ମୁଖ୍ୟମନ୍ତ୍ରୀ। ପ୍ରତି ମୃତକଙ୍କ ପରିବାରକୁ ୫ ଲକ୍ଷ ଟଙ୍କାର ସହାୟତା ରାଶି ପ୍ରଦାନ କରିବାକୁ ମୁଖ୍ୟମନ୍ତ୍ରୀ ଘୋଷଣା କରିଛନ୍ତି। ଆହତ ହୋଇଥିବା ପୋଲିସ କର୍ମଚାରୀଙ୍କ ଚିକିତ୍ସା ବ୍ୟବସ୍ଥା ମଧ୍ୟ ସରକାର ଯୋଗାଇଦେବେ ବୋଲି କୁହାଯାଇଛି। <box>741 557 997 666</box>
saifulla-dateline: ଶ୍ରୀନଗର,୨୨।୨(ଏଜେନ୍ସି): <box>1095 1983 1208 1996</box>
modi-metro-col-2-body: ଦେଶବାସୀଙ୍କ ଉଦ୍ଦେଶ୍ୟରେ ବାର୍ତ୍ତା ଦେଇ ପ୍ରଧାନମନ୍ତ୍ରୀ କହିଛନ୍ତି ଯେ ଆଧୁନିକ ଭାରତ ନିର୍ମାଣରେ ପରିବହନ ବ୍ୟବସ୍ଥାର ଆଧୁନିକୀକରଣ ଅତ୍ୟନ୍ତ ଜରୁରୀ। ନମୋ ଭାରତ ଟ୍ରେନ ଯାତ୍ରାକୁ ଅଧିକ ସହଜ ଓ ଦ୍ରୁତ କରିବ ବୋଲି ସେ ମତ ଦେଇଛନ୍ତି। ଏହା ଦିଲ୍ଲୀ-ମିରଟ ମଧ୍ୟରେ ଯାତାୟାତ ସମୟ ବହୁତ କମ କରିଦେବ। <box>1194 639 1341 797</box>
masthead-logo-odia: ପ୍ରତିଦିନ <box>538 0 964 129</box>
left-sidebar <box>13 988 276 1913</box>
saifulla-kicker: ସୁରକ୍ଷାବାହିନୀକୁ ବଡ଼ ସଫଳତା <box>1225 1923 1394 1941</box>
suspect-photo <box>1143 1079 1234 1193</box>
rajkanika-story <box>963 1399 1524 1668</box>
lead-col-2 <box>273 696 505 809</box>
lead-continued[interactable]: (ପୃଷ୍ଠା:୪) <box>967 760 1005 771</box>
cyan-mark-icon <box>518 2388 533 2403</box>
cm-headline-line1: ପ୍ରତି ମୃତକଙ୍କ ପରିବାରକୁ <box>792 461 946 517</box>
modi-metro-col-1 <box>1033 637 1179 799</box>
modi-portrait-photo <box>660 1983 847 2158</box>
portrait-role: (ଡ୍ରିଲ ସବଇନ୍ସପେକ୍ଟର) <box>602 553 698 564</box>
epaper-link[interactable]: www.pratidinepaper.com <box>505 182 639 196</box>
column-divider <box>763 696 765 809</box>
sidebar-headline-pawar: ପୁଣି ହସ୍ପିଟାଲରେ ଶରଦ ପାଓ୍ବାର <box>20 1177 247 1233</box>
portrait-role: (ହୋମ ଗାର୍ଡ) <box>653 669 697 680</box>
modi-tag-line1: ମୋଦୀଙ୍କ <box>283 1923 376 1950</box>
column-divider <box>458 1983 460 2268</box>
portrait-photo <box>625 569 725 656</box>
